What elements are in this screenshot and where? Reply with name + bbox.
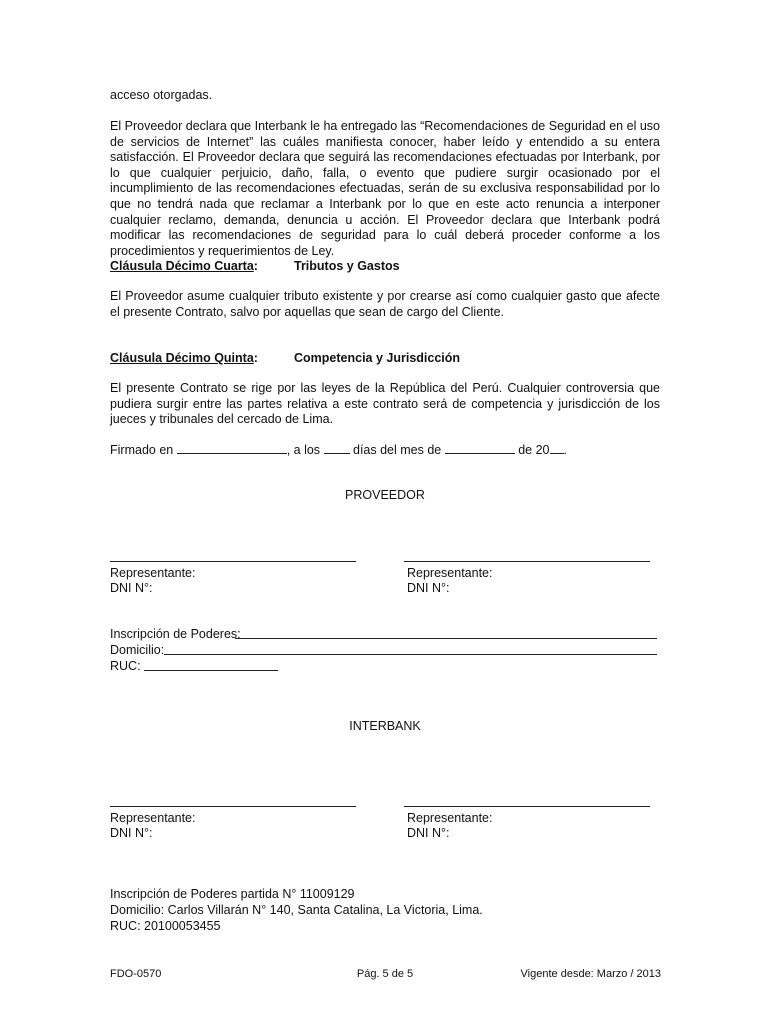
interbank-dni-right: DNI N°:	[407, 826, 450, 840]
clause15-label: Cláusula Décimo Quinta	[110, 351, 254, 365]
proveedor-rep-left: Representante:	[110, 566, 196, 580]
signed-days-blank[interactable]	[324, 442, 350, 454]
signed-year-blank[interactable]	[550, 442, 564, 454]
proveedor-heading: PROVEEDOR	[345, 488, 425, 502]
signed-line	[110, 442, 567, 459]
signed-part2: , a los	[286, 443, 324, 457]
proveedor-dni-right: DNI N°:	[407, 581, 450, 595]
signed-month-blank[interactable]	[445, 442, 515, 454]
interbank-rep-right: Representante:	[407, 811, 493, 825]
interbank-rep-left: Representante:	[110, 811, 196, 825]
clause15-title: Competencia y Jurisdicción	[294, 351, 461, 365]
signed-part5: .	[563, 443, 567, 457]
security-paragraph: El Proveedor declara que Interbank le ha entregado las “Recomendaciones de Seguridad en el uso de servicios de Internet” las cuáles manifiesta conocer, haber leído y entendido a su entera satisfacción. El Proveedor declara que seguirá las recomendaciones efectuadas por Interbank, por lo que cualquier perjuicio, daño, falla, o evento que pudiere surgir ocasionado por el incumplimiento de las recomendaciones efectuadas, serán de su exclusiva responsabilidad por lo que no tendrá nada que reclamar a Interbank por lo que en este acto renuncia a interponer cualquier reclamo, demanda, denuncia u acción. El Proveedor declara que Interbank podrá modificar las recomendaciones de seguridad para lo cuál deberá proceder conforme a los procedimientos y requerimientos de Ley.	[110, 119, 660, 258]
signed-place-blank[interactable]	[177, 442, 287, 454]
proveedor-poderes-label: Inscripción de Poderes:	[110, 627, 241, 641]
footer-vigente: Vigente desde: Marzo / 2013	[520, 968, 661, 980]
footer-code: FDO-0570	[110, 968, 162, 980]
proveedor-ruc-label: RUC:	[110, 659, 141, 673]
footer-page-number: Pág. 5 de 5	[356, 968, 414, 980]
clause14-heading	[110, 259, 258, 273]
interbank-poderes: Inscripción de Poderes partida N° 11009129	[110, 887, 355, 901]
clause14-title: Tributos y Gastos	[294, 259, 400, 273]
intro-line: acceso otorgadas.	[110, 88, 213, 102]
interbank-signature-line-left	[110, 806, 356, 807]
proveedor-domicilio-blank[interactable]	[164, 654, 657, 655]
proveedor-signature-line-right	[404, 561, 650, 562]
signed-part3: días del mes de	[349, 443, 445, 457]
clause14-colon: :	[253, 259, 258, 273]
proveedor-domicilio-label: Domicilio:	[110, 643, 165, 657]
signed-part4: de 20	[514, 443, 550, 457]
clause14-label: Cláusula Décimo Cuarta	[110, 259, 254, 273]
interbank-domicilio: Domicilio: Carlos Villarán N° 140, Santa Catalina, La Victoria, Lima.	[110, 903, 483, 917]
signed-part1: Firmado en	[110, 443, 177, 457]
proveedor-rep-right: Representante:	[407, 566, 493, 580]
proveedor-poderes-blank[interactable]	[235, 638, 657, 639]
clause15-colon: :	[253, 351, 258, 365]
interbank-dni-left: DNI N°:	[110, 826, 153, 840]
interbank-heading: INTERBANK	[349, 719, 421, 733]
clause15-heading	[110, 351, 258, 365]
interbank-signature-line-right	[404, 806, 650, 807]
interbank-ruc: RUC: 20100053455	[110, 919, 221, 933]
proveedor-signature-line-left	[110, 561, 356, 562]
clause15-text: El presente Contrato se rige por las leyes de la República del Perú. Cualquier controversia que pudiera surgir entre las partes relativa a este contrato será de competencia y jurisdicción de los jueces y tribunales del cercado de Lima.	[110, 381, 660, 427]
clause14-text: El Proveedor asume cualquier tributo existente y por crearse así como cualquier gasto que afecte el presente Contrato, salvo por aquellas que sean de cargo del Cliente.	[110, 289, 660, 319]
proveedor-dni-left: DNI N°:	[110, 581, 153, 595]
proveedor-ruc-blank[interactable]	[144, 670, 278, 671]
